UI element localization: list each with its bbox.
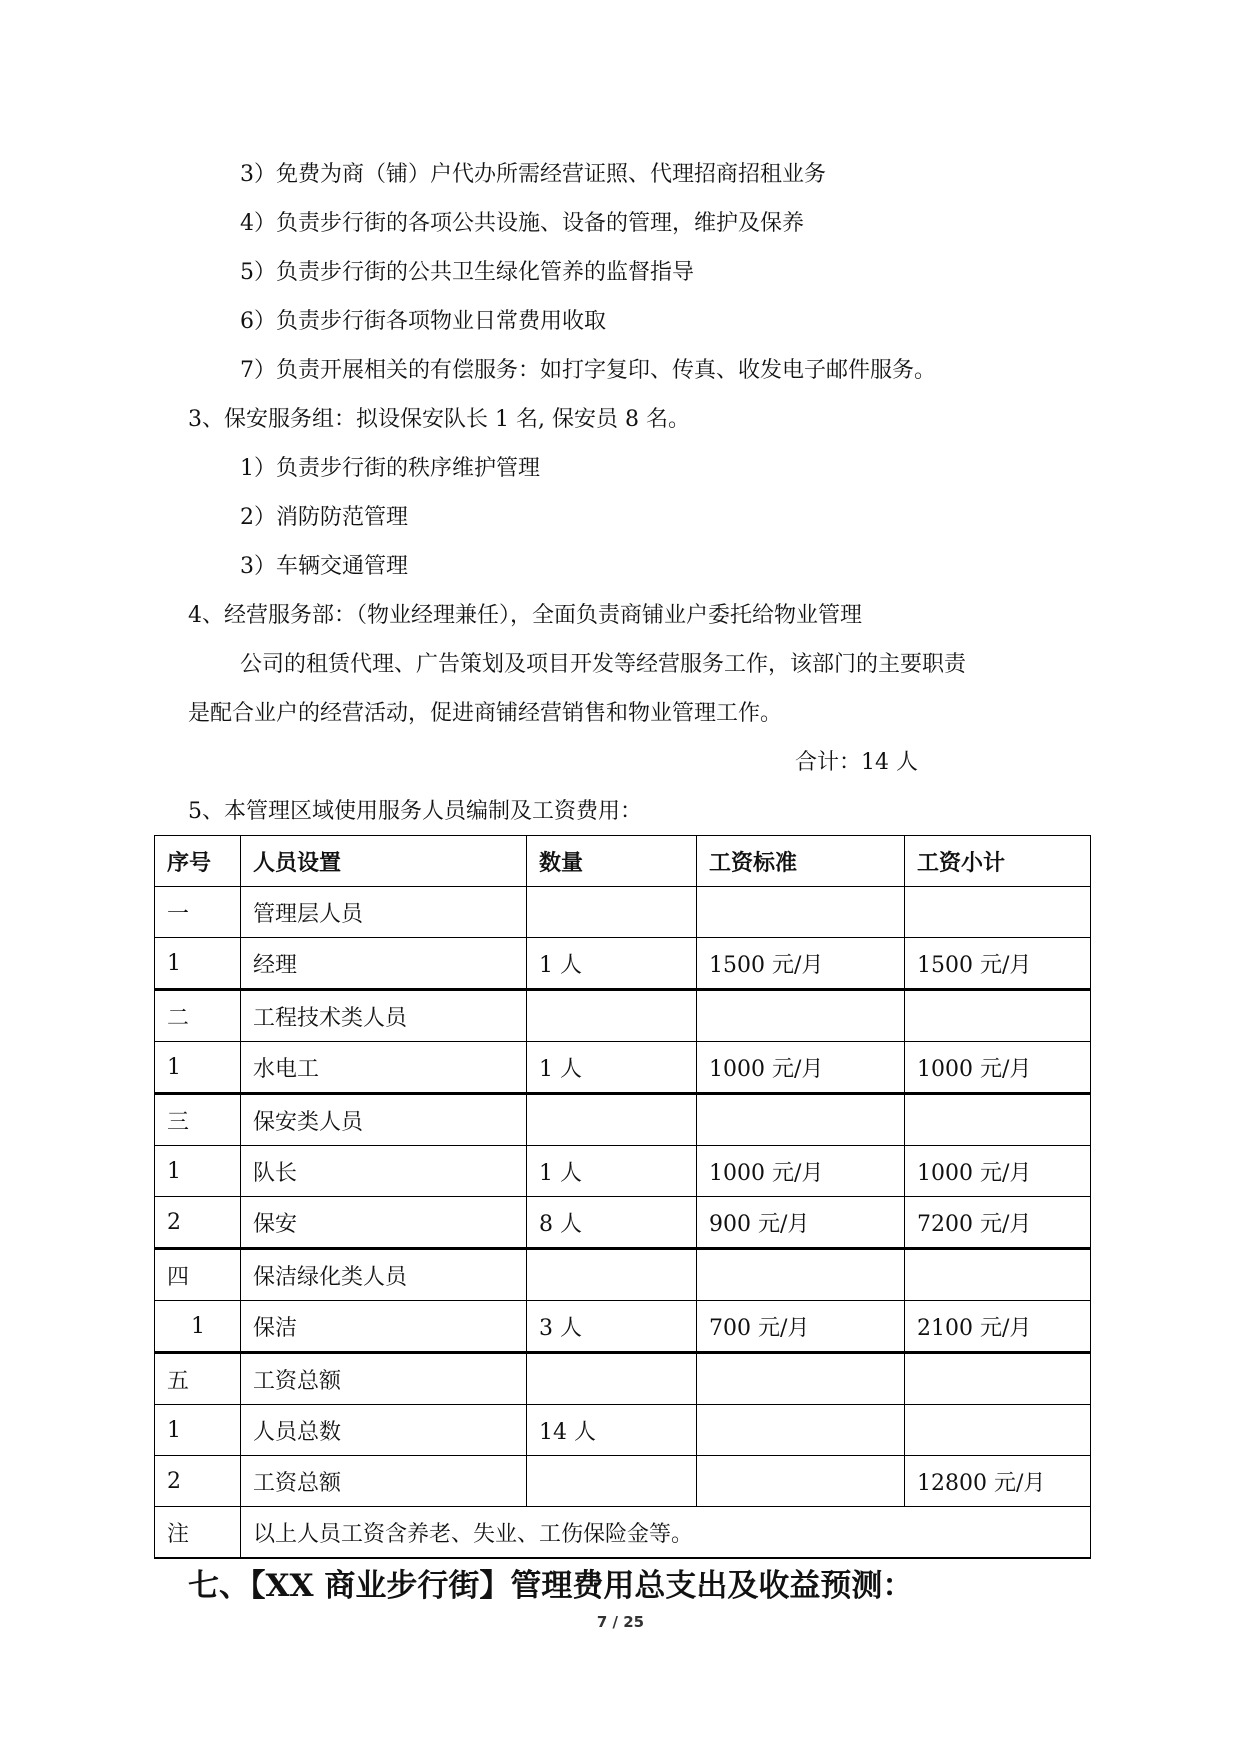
table-cell: 保安类人员: [241, 1094, 527, 1146]
table-cell: 1500 元/月: [697, 938, 905, 990]
text-line: 公司的租赁代理、广告策划及项目开发等经营服务工作，该部门的主要职责: [240, 652, 967, 677]
table-cell: 工程技术类人员: [241, 990, 527, 1042]
table-cell: [527, 1249, 697, 1301]
total-count: 合计：14 人: [795, 750, 918, 775]
table-cell: 人员总数: [241, 1405, 527, 1456]
text-line: 2）消防防范管理: [240, 505, 408, 530]
table-cell: 1500 元/月: [905, 938, 1091, 990]
table-cell: 四: [155, 1249, 241, 1301]
note-text: 以上人员工资含养老、失业、工伤保险金等。: [241, 1507, 1091, 1559]
text-line: 6）负责步行街各项物业日常费用收取: [240, 309, 606, 334]
table-cell: [527, 990, 697, 1042]
table-cell: 1000 元/月: [905, 1042, 1091, 1094]
section-heading: 七、【XX 商业步行街】管理费用总支出及收益预测：: [188, 1568, 914, 1604]
table-cell: [527, 887, 697, 938]
text-line: 5、本管理区域使用服务人员编制及工资费用：: [188, 799, 642, 824]
table-cell: 1 人: [527, 1042, 697, 1094]
table-cell: 2100 元/月: [905, 1301, 1091, 1353]
table-cell: 五: [155, 1353, 241, 1405]
table-note-row: [155, 1507, 1091, 1559]
header-cell: 序号: [155, 836, 241, 887]
text-line: 5）负责步行街的公共卫生绿化管养的监督指导: [240, 260, 694, 285]
header-cell: 人员设置: [241, 836, 527, 887]
text-line: 4、经营服务部：（物业经理兼任），全面负责商铺业户委托给物业管理: [188, 603, 862, 628]
header-cell: 数量: [527, 836, 697, 887]
table-row: [155, 1456, 1091, 1507]
text-line: 7）负责开展相关的有偿服务：如打字复印、传真、收发电子邮件服务。: [240, 358, 936, 383]
table-header-row: [155, 836, 1091, 887]
table-cell: [905, 1094, 1091, 1146]
table-cell: 保洁: [241, 1301, 527, 1353]
table-cell: 1 人: [527, 1146, 697, 1197]
table-cell: 工资总额: [241, 1353, 527, 1405]
table-cell: [697, 1094, 905, 1146]
text-line: 1）负责步行街的秩序维护管理: [240, 456, 540, 481]
table-cell: [905, 990, 1091, 1042]
table-cell: 14 人: [527, 1405, 697, 1456]
table-cell: 保安: [241, 1197, 527, 1249]
table-cell: 3 人: [527, 1301, 697, 1353]
table-cell: 1 人: [527, 938, 697, 990]
text-line: 3）车辆交通管理: [240, 554, 408, 579]
text-line: 3、保安服务组：拟设保安队长 1 名, 保安员 8 名。: [188, 407, 690, 432]
table-cell: [697, 1249, 905, 1301]
table-row: [155, 938, 1091, 990]
table-cell: 2: [155, 1197, 241, 1249]
table-cell: 1: [155, 1042, 241, 1094]
table-row: [155, 887, 1091, 938]
table-cell: 队长: [241, 1146, 527, 1197]
table-cell: [527, 1353, 697, 1405]
table-cell: 三: [155, 1094, 241, 1146]
table-row: [155, 1301, 1091, 1353]
table-row: [155, 1146, 1091, 1197]
table-cell: 保洁绿化类人员: [241, 1249, 527, 1301]
table-row: [155, 1197, 1091, 1249]
table-cell: 700 元/月: [697, 1301, 905, 1353]
table-cell: [905, 1249, 1091, 1301]
table-cell: 1000 元/月: [905, 1146, 1091, 1197]
table-cell: [697, 1456, 905, 1507]
header-cell: 工资小计: [905, 836, 1091, 887]
table-cell: 1: [155, 1301, 241, 1353]
table-cell: 1: [155, 938, 241, 990]
table-cell: 二: [155, 990, 241, 1042]
table-cell: 2: [155, 1456, 241, 1507]
table-cell: [697, 1405, 905, 1456]
table-cell: [905, 887, 1091, 938]
table-cell: 1: [155, 1405, 241, 1456]
table-cell: [697, 1353, 905, 1405]
table-cell: 1000 元/月: [697, 1042, 905, 1094]
table-row: [155, 1249, 1091, 1301]
wage-table: [154, 835, 1091, 1559]
note-label: 注: [155, 1507, 241, 1559]
table-cell: [527, 1456, 697, 1507]
table-cell: [697, 887, 905, 938]
text-line: 是配合业户的经营活动，促进商铺经营销售和物业管理工作。: [188, 701, 783, 726]
table-cell: 一: [155, 887, 241, 938]
table-cell: 8 人: [527, 1197, 697, 1249]
table-cell: 1: [155, 1146, 241, 1197]
table-row: [155, 1042, 1091, 1094]
text-line: 3）免费为商（铺）户代办所需经营证照、代理招商招租业务: [240, 162, 826, 187]
page-number: 7 / 25: [596, 1613, 645, 1631]
table-cell: 工资总额: [241, 1456, 527, 1507]
table-cell: 900 元/月: [697, 1197, 905, 1249]
table-cell: 7200 元/月: [905, 1197, 1091, 1249]
table-row: [155, 1094, 1091, 1146]
table-row: [155, 990, 1091, 1042]
table-row: [155, 1353, 1091, 1405]
table-cell: 水电工: [241, 1042, 527, 1094]
table-cell: 经理: [241, 938, 527, 990]
table-cell: [697, 990, 905, 1042]
header-cell: 工资标准: [697, 836, 905, 887]
text-line: 4）负责步行街的各项公共设施、设备的管理，维护及保养: [240, 211, 804, 236]
table-row: [155, 1405, 1091, 1456]
table-cell: [527, 1094, 697, 1146]
table-cell: [905, 1353, 1091, 1405]
table-cell: 管理层人员: [241, 887, 527, 938]
table-cell: [905, 1405, 1091, 1456]
table-cell: 12800 元/月: [905, 1456, 1091, 1507]
table-cell: 1000 元/月: [697, 1146, 905, 1197]
